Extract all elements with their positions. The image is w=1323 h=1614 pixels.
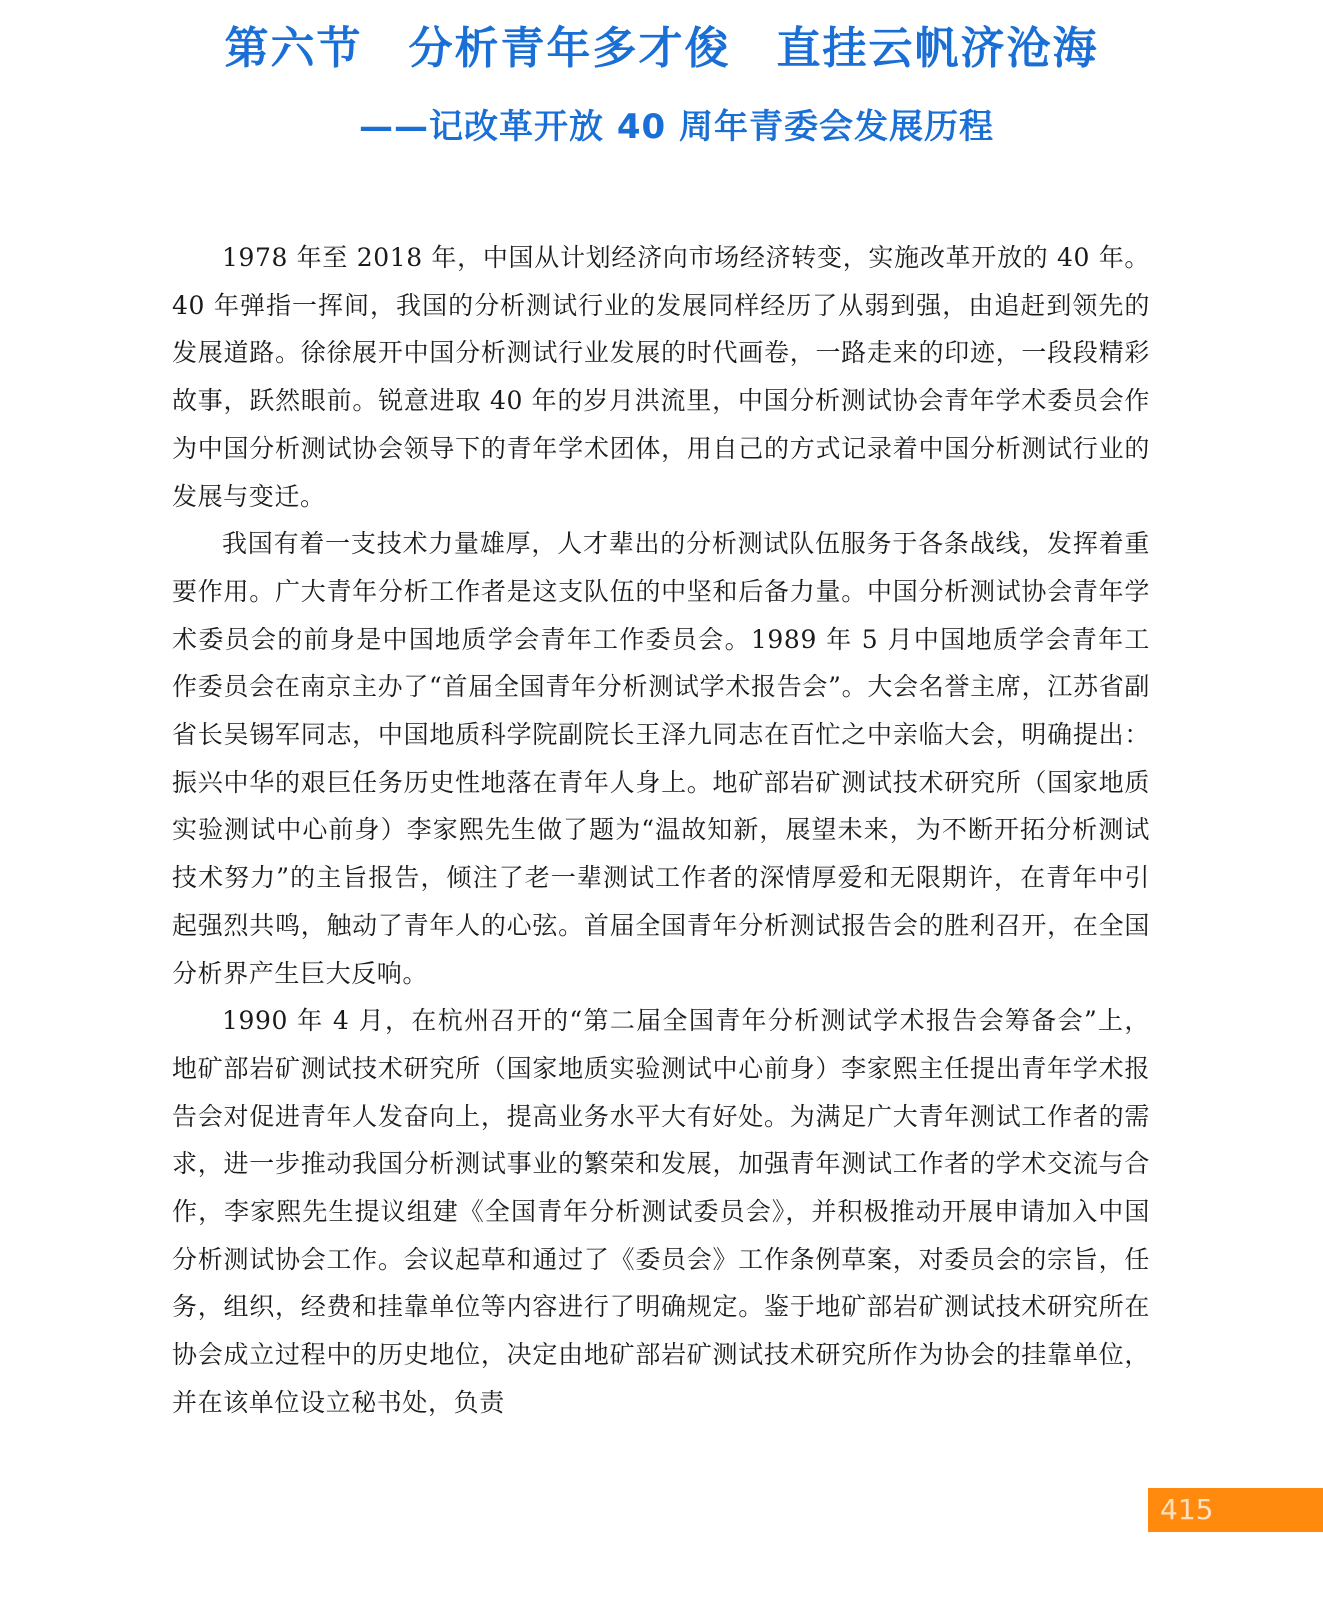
paragraph-3: 1990 年 4 月，在杭州召开的“第二届全国青年分析测试学术报告会筹备会”上，地矿部岩矿测试技术研究所（国家地质实验测试中心前身）李家熙主任提出青年学术报告会对促进青年人发奋向上，提高业务水平大有好处。为满足广大青年测试工作者的需求，进一步推动我国分析测试事业的繁荣和发展，加强青年测试工作者的学术交流与合作，李家熙先生提议组建《全国青年分析测试委员会》，并积极推动开展申请加入中国分析测试协会工作。会议起草和通过了《委员会》工作条例草案，对委员会的宗旨，任务，组织，经费和挂靠单位等内容进行了明确规定。鉴于地矿部岩矿测试技术研究所在协会成立过程中的历史地位，决定由地矿部岩矿测试技术研究所作为协会的挂靠单位，并在该单位设立秘书处，负责 — [172, 1006, 1150, 1417]
section-subtitle: ——记改革开放 40 周年青委会发展历程 — [359, 107, 994, 147]
body-text — [172, 234, 1150, 1427]
page-number: 415 — [1160, 1493, 1214, 1526]
paragraph-1: 1978 年至 2018 年，中国从计划经济向市场经济转变，实施改革开放的 40 年。40 年弹指一挥间，我国的分析测试行业的发展同样经历了从弱到强，由追赶到领先的发展道路。徐徐展开中国分析测试行业发展的时代画卷，一路走来的印迹，一段段精彩故事，跃然眼前。锐意进取 40 年的岁月洪流里，中国分析测试协会青年学术委员会作为中国分析测试协会领导下的青年学术团体，用自己的方式记录着中国分析测试行业的发展与变迁。 — [172, 243, 1150, 511]
page-number-badge — [1148, 1488, 1323, 1532]
paragraph-2: 我国有着一支技术力量雄厚，人才辈出的分析测试队伍服务于各条战线，发挥着重要作用。广大青年分析工作者是这支队伍的中坚和后备力量。中国分析测试协会青年学术委员会的前身是中国地质学会青年工作委员会。1989 年 5 月中国地质学会青年工作委员会在南京主办了“首届全国青年分析测试学术报告会”。大会名誉主席，江苏省副省长吴锡军同志，中国地质科学院副院长王泽九同志在百忙之中亲临大会，明确提出：振兴中华的艰巨任务历史性地落在青年人身上。地矿部岩矿测试技术研究所（国家地质实验测试中心前身）李家熙先生做了题为“温故知新，展望未来，为不断开拓分析测试技术努力”的主旨报告，倾注了老一辈测试工作者的深情厚爱和无限期许，在青年中引起强烈共鸣，触动了青年人的心弦。首届全国青年分析测试报告会的胜利召开，在全国分析界产生巨大反响。 — [172, 529, 1150, 988]
section-title: 第六节 分析青年多才俊 直挂云帆济沧海 — [224, 23, 1099, 74]
